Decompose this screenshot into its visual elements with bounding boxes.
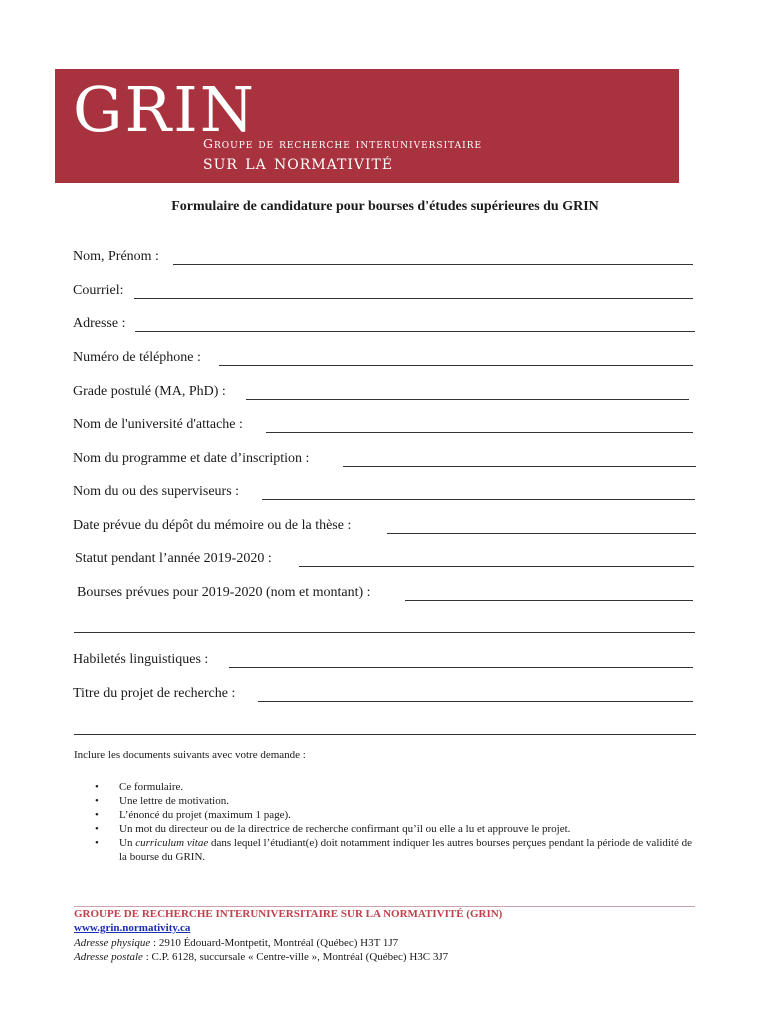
list-item: • L’énoncé du projet (maximum 1 page).: [74, 808, 694, 822]
field-telephone[interactable]: [73, 349, 201, 367]
blank-line[interactable]: [266, 432, 693, 433]
blank-line[interactable]: [173, 264, 693, 265]
footer-postal-address: [74, 951, 448, 963]
blank-line[interactable]: [74, 632, 695, 633]
list-item: • Une lettre de motivation.: [74, 794, 694, 808]
list-item-suffix: dans lequel l’étudiant(e) doit notamment indiquer les autres bourses perçues pendant la période de validité de la bourse du GRIN.: [119, 837, 693, 863]
field-date-depot[interactable]: [73, 517, 351, 535]
blank-line[interactable]: [74, 734, 696, 735]
blank-line[interactable]: [387, 533, 696, 534]
blank-line[interactable]: [246, 399, 689, 400]
list-item: • Un mot du directeur ou de la directrice de recherche confirmant qu’il ou elle a lu et approuve le projet.: [74, 822, 694, 836]
field-label: Nom du programme et date d’inscription :: [73, 451, 310, 466]
field-grade[interactable]: [73, 383, 226, 401]
field-label: Numéro de téléphone :: [73, 350, 201, 365]
field-label: Date prévue du dépôt du mémoire ou de la thèse :: [73, 518, 352, 533]
field-bourses[interactable]: [77, 584, 371, 602]
field-label: Nom, Prénom :: [73, 249, 159, 264]
field-statut[interactable]: [75, 550, 272, 568]
blank-line[interactable]: [262, 499, 695, 500]
blank-line[interactable]: [405, 600, 693, 601]
footer-organization: GROUPE DE RECHERCHE INTERUNIVERSITAIRE SUR LA NORMATIVITÉ (GRIN): [74, 908, 503, 920]
blank-line[interactable]: [134, 298, 693, 299]
blank-line[interactable]: [258, 701, 693, 702]
field-label: Courriel:: [73, 283, 124, 298]
blank-line[interactable]: [135, 331, 695, 332]
blank-line[interactable]: [299, 566, 694, 567]
blank-line[interactable]: [229, 667, 693, 668]
field-superviseurs[interactable]: [73, 483, 239, 501]
field-courriel[interactable]: [73, 282, 124, 300]
address-value: : C.P. 6128, succursale « Centre-ville », Montréal (Québec) H3C 3J7: [142, 951, 449, 963]
footer-physical-address: [74, 937, 398, 949]
field-habiletes[interactable]: [73, 651, 208, 669]
list-item-italic: curriculum vitae: [135, 837, 209, 849]
form-title: Formulaire de candidature pour bourses d'études supérieures du GRIN: [171, 199, 599, 214]
field-label: Grade postulé (MA, PhD) :: [73, 384, 226, 399]
field-nom-prenom[interactable]: [73, 248, 159, 266]
footer-divider: [74, 906, 695, 907]
logo-wordmark: GRIN: [73, 73, 256, 146]
include-intro: Inclure les documents suivants avec votre demande :: [74, 749, 306, 761]
field-label: Adresse :: [73, 316, 126, 331]
field-label: Titre du projet de recherche :: [73, 686, 236, 701]
field-label: Nom du ou des superviseurs :: [73, 484, 240, 499]
field-programme[interactable]: [73, 450, 309, 468]
field-titre-projet[interactable]: [73, 685, 235, 703]
field-label: Habiletés linguistiques :: [73, 652, 209, 667]
list-item: • Ce formulaire.: [74, 780, 694, 794]
field-label: Nom de l'université d'attache :: [73, 417, 243, 432]
address-value: : 2910 Édouard-Montpetit, Montréal (Québec) H3T 1J7: [150, 937, 399, 949]
field-adresse[interactable]: [73, 315, 126, 333]
field-universite[interactable]: [73, 416, 243, 434]
address-label: Adresse postale: [74, 951, 143, 963]
field-label: Statut pendant l’année 2019-2020 :: [75, 551, 272, 566]
list-item: [74, 836, 694, 864]
blank-line[interactable]: [343, 466, 696, 467]
field-label: Bourses prévues pour 2019-2020 (nom et montant) :: [77, 585, 371, 600]
blank-line[interactable]: [219, 365, 693, 366]
logo-tagline-line2: sur la normativité: [203, 150, 394, 174]
footer-website-link[interactable]: www.grin.normativity.ca: [74, 922, 191, 934]
address-label: Adresse physique: [74, 937, 151, 949]
list-item-prefix: Un: [119, 837, 136, 849]
documents-list: [74, 780, 694, 864]
logo-tagline-line1: Groupe de recherche interuniversitaire: [203, 136, 483, 151]
grin-logo-banner: [55, 69, 679, 183]
